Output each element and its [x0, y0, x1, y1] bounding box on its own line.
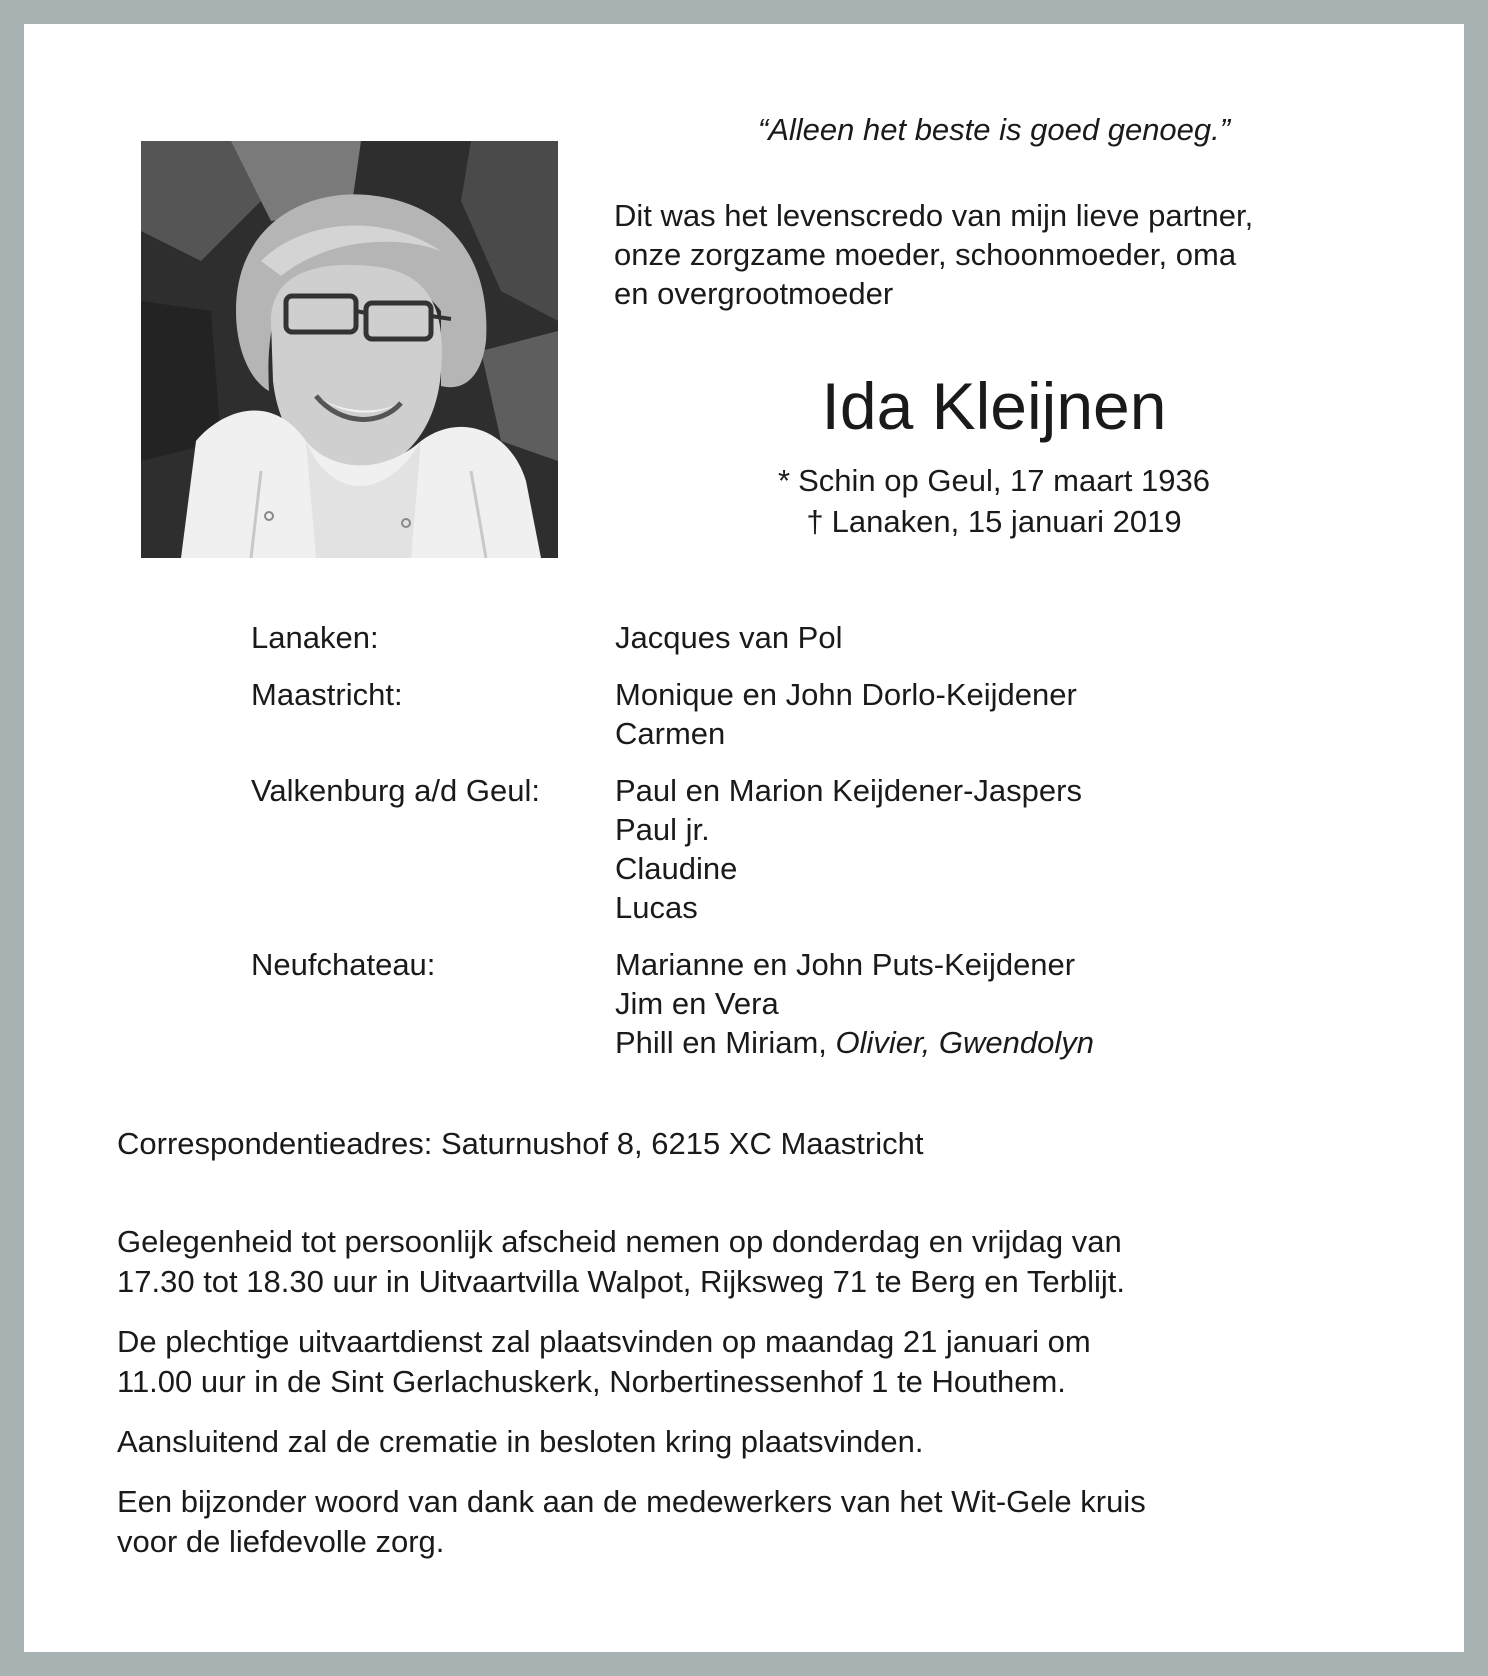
notice-line: 11.00 uur in de Sint Gerlachuskerk, Norbertinessenhof 1 te Houthem. — [117, 1364, 1066, 1399]
family-member: Carmen — [615, 716, 726, 751]
portrait-photo-icon — [141, 141, 558, 558]
notice-line: Gelegenheid tot persoonlijk afscheid nemen op donderdag en vrijdag van — [117, 1224, 1122, 1259]
family-names — [615, 618, 842, 657]
family-member: Lucas — [615, 890, 698, 925]
family-place: Valkenburg a/d Geul: — [251, 773, 540, 808]
family-member: Monique en John Dorlo-Keijdener — [615, 677, 1077, 712]
quote: “Alleen het beste is goed genoeg.” — [757, 112, 1231, 147]
birth-symbol: * — [778, 463, 791, 498]
notice-line: Een bijzonder woord van dank aan de medewerkers van het Wit-Gele kruis — [117, 1484, 1146, 1519]
family-member: Jim en Vera — [615, 986, 779, 1021]
intro-line: en overgrootmoeder — [614, 276, 894, 311]
birth-date: Schin op Geul, 17 maart 1936 — [798, 463, 1210, 498]
notice-thanks — [117, 1482, 1367, 1562]
death-date: Lanaken, 15 januari 2019 — [831, 504, 1182, 539]
death-symbol: † — [806, 504, 824, 539]
family-member-regular: Phill en Miriam, — [615, 1025, 836, 1060]
notices — [117, 1222, 1367, 1582]
intro-text — [614, 196, 1374, 313]
family-member — [615, 1023, 1094, 1062]
life-dates — [614, 460, 1374, 542]
notice-viewing — [117, 1222, 1367, 1302]
family-names — [615, 675, 1077, 753]
birth-line — [614, 460, 1374, 501]
grandchildren-italic: Olivier, Gwendolyn — [835, 1025, 1094, 1060]
deceased-name: Ida Kleijnen — [821, 369, 1167, 443]
family-place: Lanaken: — [251, 620, 379, 655]
family-member: Paul jr. — [615, 812, 710, 847]
family-row — [251, 945, 1251, 1062]
intro-line: onze zorgzame moeder, schoonmoeder, oma — [614, 237, 1237, 272]
family-names — [615, 771, 1082, 927]
notice-cremation — [117, 1422, 1367, 1462]
notice-line: voor de liefdevolle zorg. — [117, 1524, 445, 1559]
family-member: Jacques van Pol — [615, 620, 843, 655]
family-row — [251, 675, 1251, 753]
family-list — [251, 618, 1251, 1080]
notice-line: 17.30 tot 18.30 uur in Uitvaartvilla Walpot, Rijksweg 71 te Berg en Terblijt. — [117, 1264, 1126, 1299]
family-member: Claudine — [615, 851, 738, 886]
family-row — [251, 618, 1251, 657]
family-member: Paul en Marion Keijdener-Jaspers — [615, 773, 1082, 808]
notice-line: Aansluitend zal de crematie in besloten kring plaatsvinden. — [117, 1424, 924, 1459]
family-member: Marianne en John Puts-Keijdener — [615, 947, 1076, 982]
death-line — [614, 501, 1374, 542]
correspondence-address: Correspondentieadres: Saturnushof 8, 6215 XC Maastricht — [117, 1126, 924, 1161]
family-names — [615, 945, 1094, 1062]
intro-line: Dit was het levenscredo van mijn lieve partner, — [614, 198, 1254, 233]
notice-funeral — [117, 1322, 1367, 1402]
family-place: Maastricht: — [251, 677, 403, 712]
family-place: Neufchateau: — [251, 947, 436, 982]
family-row — [251, 771, 1251, 927]
notice-line: De plechtige uitvaartdienst zal plaatsvinden op maandag 21 januari om — [117, 1324, 1091, 1359]
